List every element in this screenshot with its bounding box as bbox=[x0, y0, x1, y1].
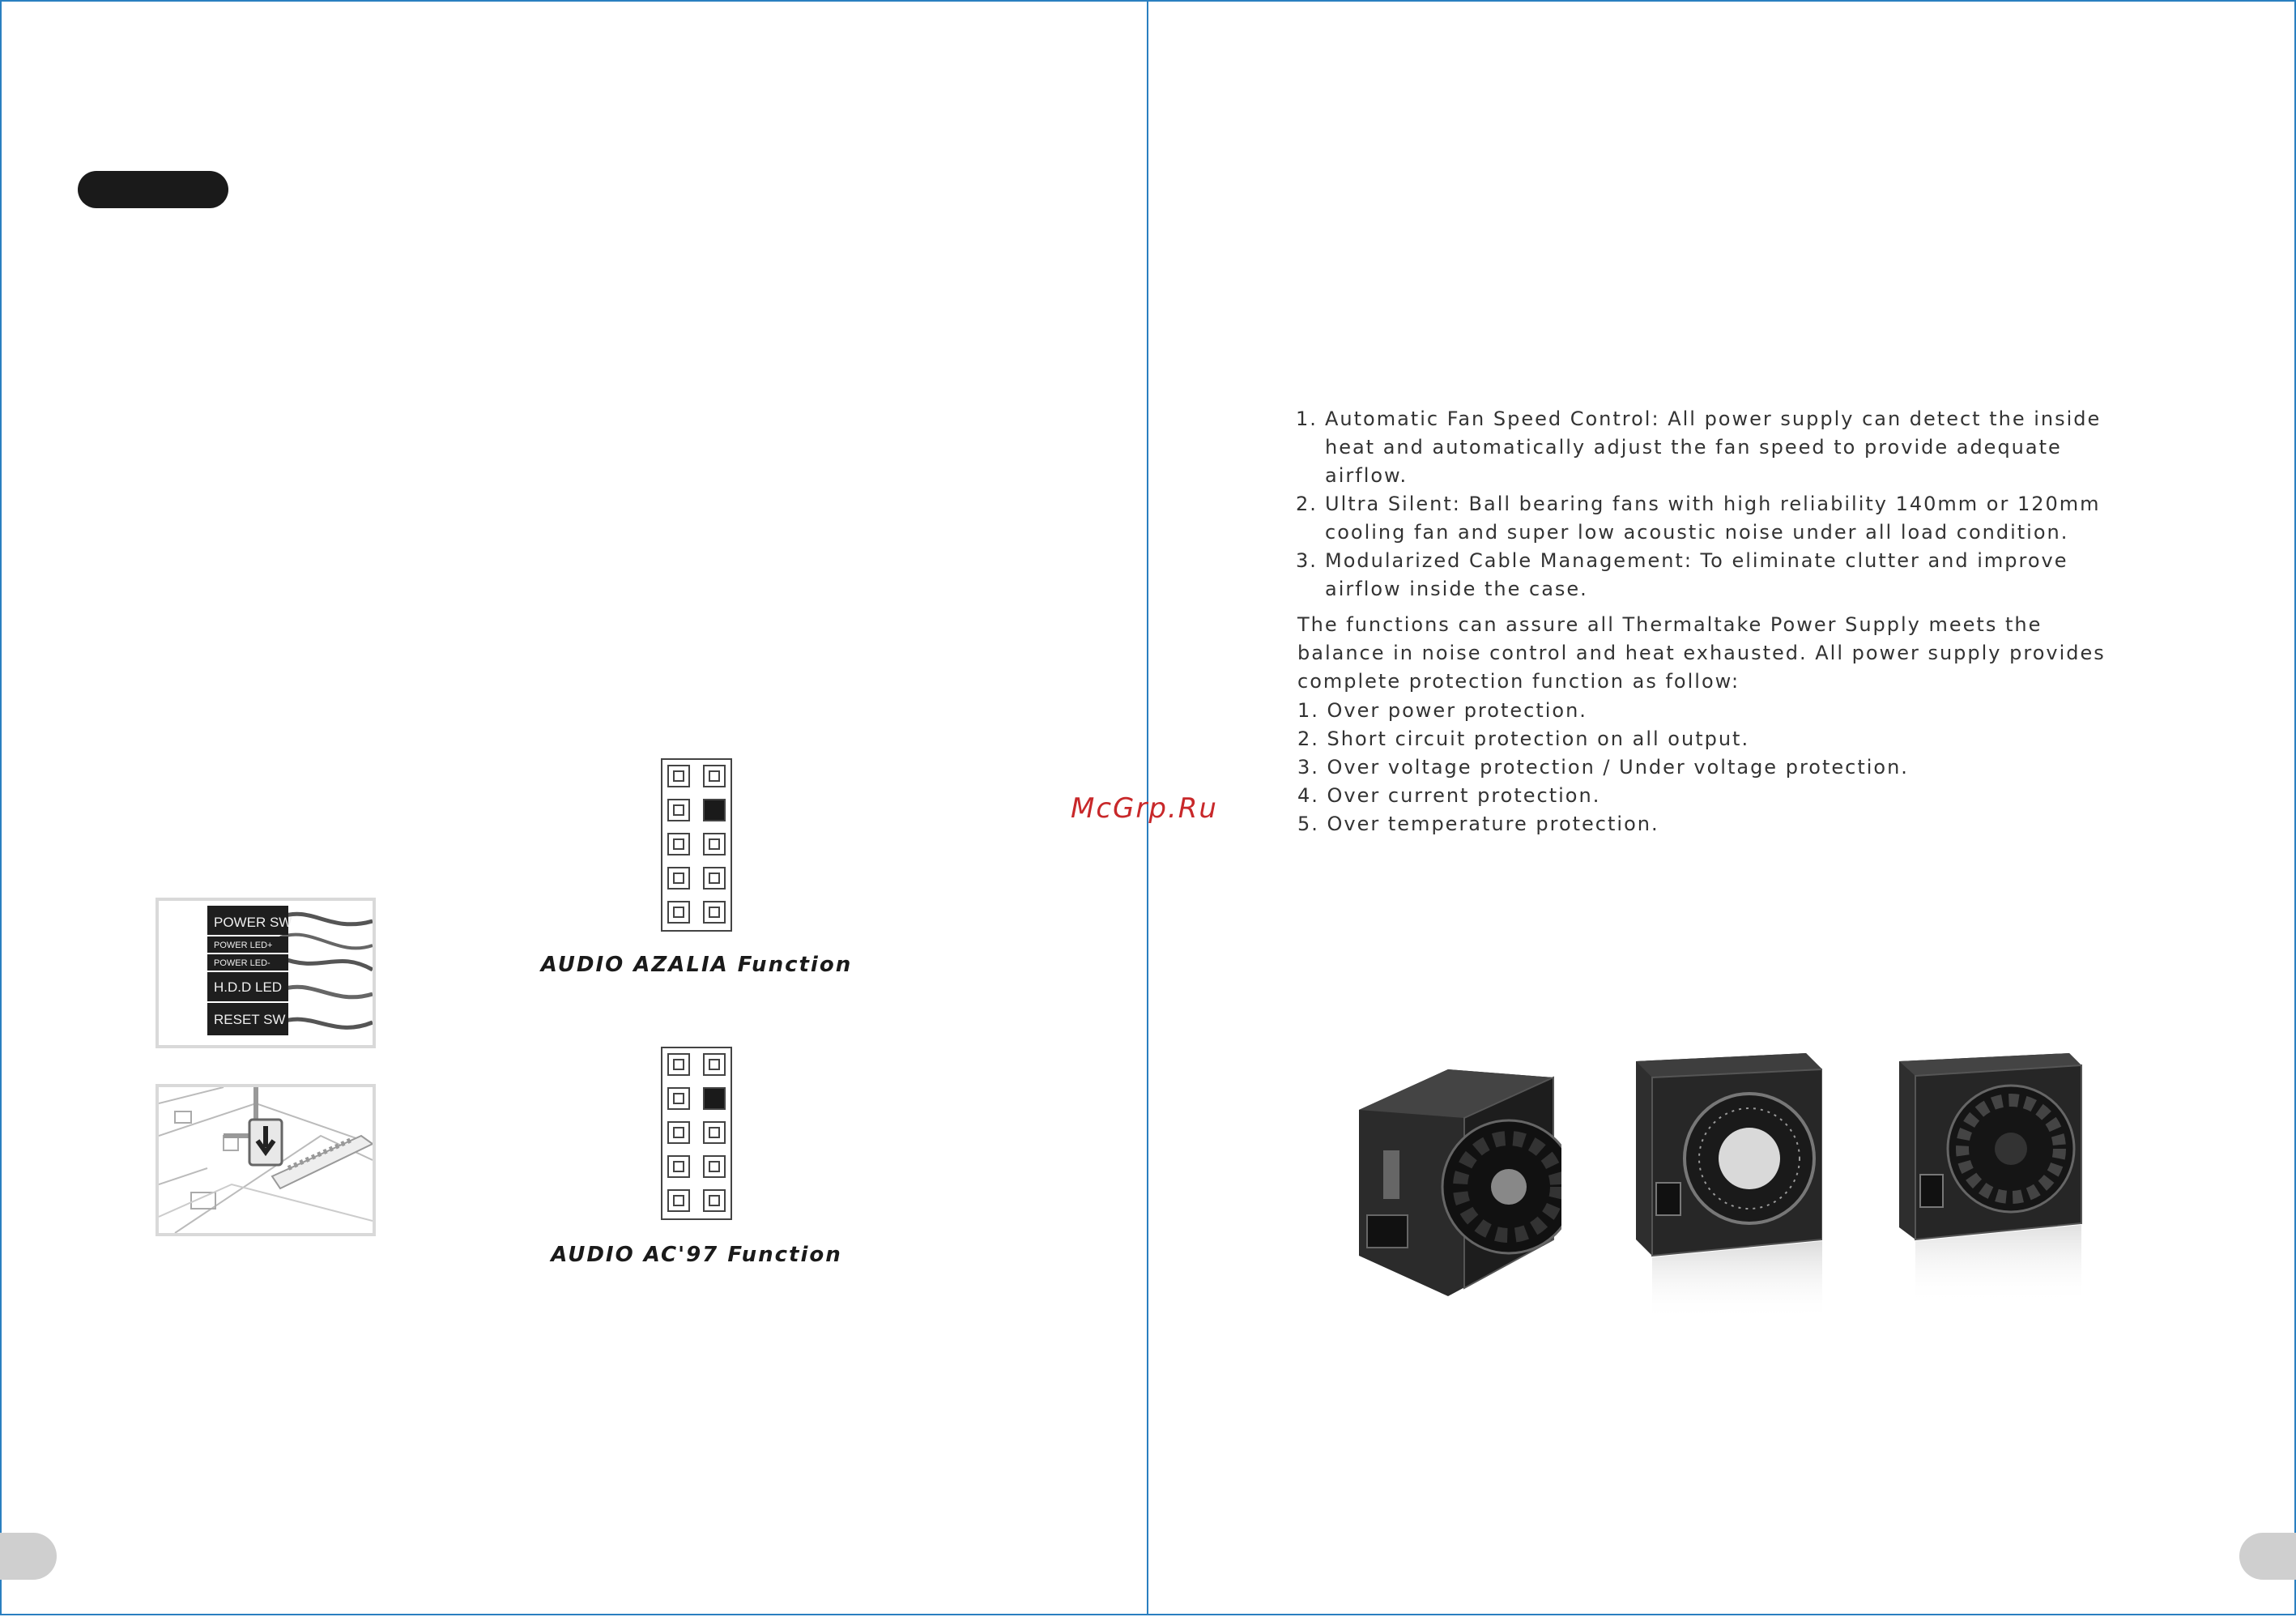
watermark: McGrp.Ru bbox=[1071, 792, 1218, 825]
pin bbox=[667, 1155, 690, 1178]
protection-item: 4. Over current protection. bbox=[1297, 784, 1601, 807]
feature-number: 1. bbox=[1296, 407, 1318, 430]
power-supply-image-2 bbox=[1628, 1045, 1822, 1320]
pin bbox=[667, 1053, 690, 1076]
ac97-pin-header bbox=[661, 1047, 732, 1220]
pin-key bbox=[703, 799, 726, 821]
protection-item: 5. Over temperature protection. bbox=[1297, 813, 1659, 835]
pin bbox=[667, 1189, 690, 1212]
connector-label: POWER SW bbox=[214, 915, 292, 930]
pin bbox=[667, 1087, 690, 1110]
pin bbox=[703, 901, 726, 924]
pin bbox=[703, 1121, 726, 1144]
page-tab-left bbox=[0, 1533, 57, 1580]
feature-item bbox=[1296, 547, 2138, 604]
left-page bbox=[0, 0, 1148, 1615]
page-tab-right bbox=[2239, 1533, 2296, 1580]
feature-text: Automatic Fan Speed Control: All power supply can detect the inside heat and automatically adjust the fan speed to provide adequate airflow. bbox=[1325, 407, 2102, 487]
pin bbox=[703, 765, 726, 787]
feature-number: 2. bbox=[1296, 493, 1318, 515]
pin bbox=[703, 1155, 726, 1178]
connector-label: H.D.D LED bbox=[214, 979, 283, 995]
pin bbox=[703, 833, 726, 855]
feature-item bbox=[1296, 405, 2138, 490]
protection-intro: The functions can assure all Thermaltake Power Supply meets the balance in noise control and heat exhausted. All power supply provides complete protection function as follow: bbox=[1297, 613, 2106, 693]
protection-list bbox=[1297, 697, 1909, 838]
connector-label: POWER LED- bbox=[214, 958, 270, 968]
connector-label: POWER LED+ bbox=[214, 941, 273, 950]
power-supply-image-1 bbox=[1351, 1053, 1561, 1296]
board-diagram bbox=[159, 1087, 373, 1233]
feature-item bbox=[1296, 490, 2138, 547]
pin bbox=[667, 765, 690, 787]
azalia-pin-header bbox=[661, 758, 732, 932]
front-panel-connectors-photo bbox=[155, 898, 376, 1048]
azalia-caption: AUDIO AZALIA Function bbox=[540, 953, 853, 977]
pin bbox=[703, 1053, 726, 1076]
pin bbox=[667, 799, 690, 821]
protection-item: 1. Over power protection. bbox=[1297, 699, 1587, 722]
pin-key bbox=[703, 1087, 726, 1110]
pin bbox=[667, 833, 690, 855]
section-pill bbox=[78, 171, 228, 208]
features-list bbox=[1296, 405, 2138, 604]
motherboard-insertion-illustration bbox=[155, 1084, 376, 1236]
pin bbox=[667, 867, 690, 890]
pin bbox=[703, 1189, 726, 1212]
pin bbox=[703, 867, 726, 890]
protection-item: 3. Over voltage protection / Under voltage protection. bbox=[1297, 756, 1909, 779]
ac97-caption: AUDIO AC'97 Function bbox=[551, 1243, 842, 1267]
protection-item: 2. Short circuit protection on all output. bbox=[1297, 727, 1750, 750]
feature-text: Ultra Silent: Ball bearing fans with high reliability 140mm or 120mm cooling fan and super low acoustic noise under all load condition. bbox=[1325, 493, 2101, 544]
feature-number: 3. bbox=[1296, 549, 1318, 572]
feature-text: Modularized Cable Management: To eliminate clutter and improve airflow inside the case. bbox=[1325, 549, 2068, 600]
connector-illustration bbox=[159, 901, 373, 1045]
pin bbox=[667, 1121, 690, 1144]
pin bbox=[667, 901, 690, 924]
power-supply-image-3 bbox=[1891, 1045, 2085, 1304]
connector-label: RESET SW bbox=[214, 1012, 286, 1027]
